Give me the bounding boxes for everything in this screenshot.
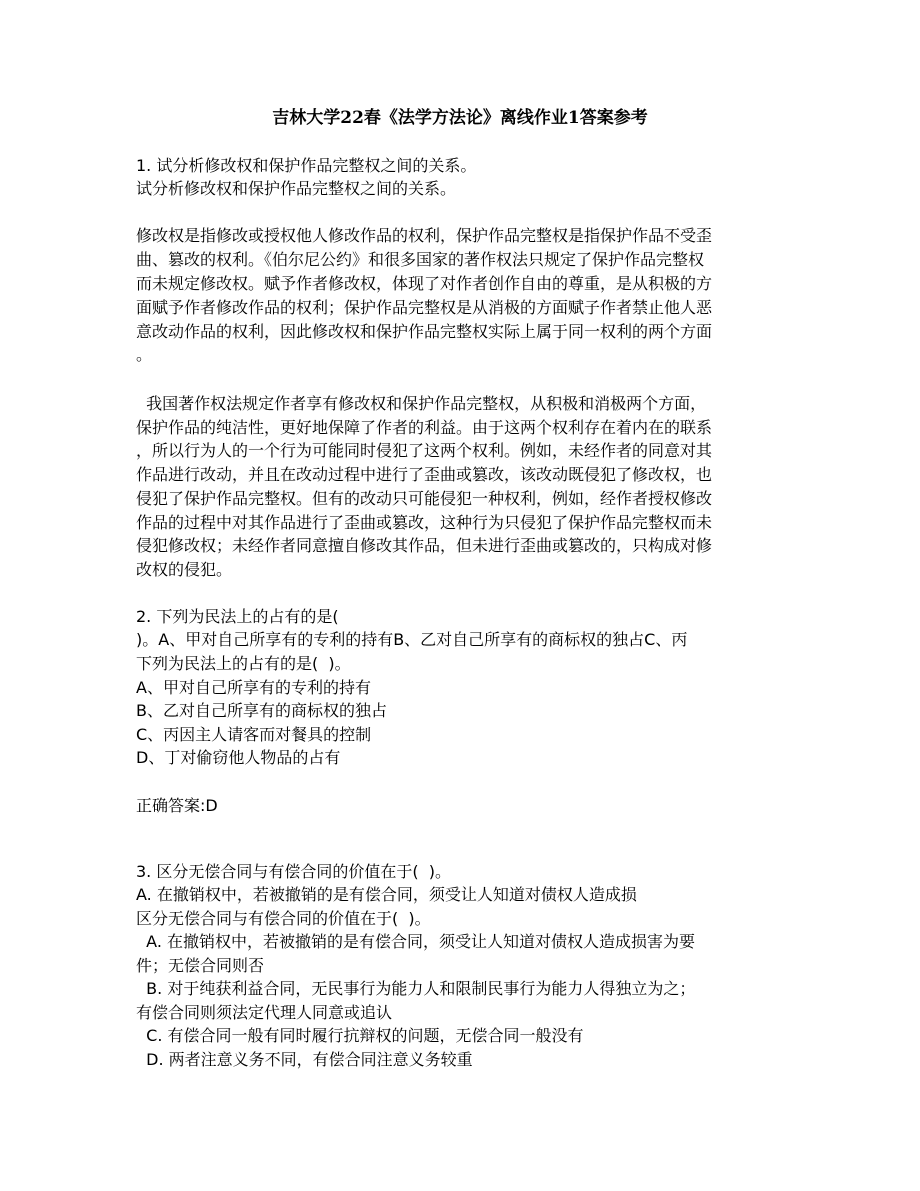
question-2-option: B、乙对自己所享有的商标权的独占	[136, 701, 387, 720]
q1-answer-line: 侵犯修改权；未经作者同意擅自修改其作品，但未进行歪曲或篡改的，只构成对修	[136, 536, 713, 555]
question-2-option: C、丙因主人请客而对餐具的控制	[136, 725, 372, 744]
q1-answer-line: 侵犯了保护作品完整权。但有的改动只可能侵犯一种权利，例如，经作者授权修改	[136, 489, 713, 508]
question-1-text: 试分析修改权和保护作品完整权之间的关系。	[136, 179, 457, 198]
q1-answer-line: 保护作品的纯洁性，更好地保障了作者的利益。由于这两个权利存在着内在的联系	[136, 418, 713, 437]
question-1-heading: 1. 试分析修改权和保护作品完整权之间的关系。	[136, 156, 477, 175]
question-2-continuation: )。A、甲对自己所享有的专利的持有B、乙对自己所享有的商标权的独占C、丙	[136, 630, 688, 649]
question-2-text: 下列为民法上的占有的是( )。	[136, 654, 351, 673]
question-3-option: D. 两者注意义务不同，有偿合同注意义务较重	[136, 1050, 473, 1069]
question-2-answer: 正确答案:D	[136, 796, 218, 815]
document-title: 吉林大学22春《法学方法论》离线作业1答案参考	[272, 108, 648, 128]
q1-answer-line: 修改权是指修改或授权他人修改作品的权利，保护作品完整权是指保护作品不受歪	[136, 226, 713, 245]
q1-answer-line: 我国著作权法规定作者享有修改权和保护作品完整权，从积极和消极两个方面，	[136, 394, 707, 413]
question-3-option: A. 在撤销权中，若被撤销的是有偿合同，须受让人知道对债权人造成损害为要	[136, 932, 696, 951]
question-3-option: B. 对于纯获利益合同，无民事行为能力人和限制民事行为能力人得独立为之；	[136, 979, 696, 998]
q1-answer-line: ，所以行为人的一个行为可能同时侵犯了这两个权利。例如，未经作者的同意对其	[136, 441, 713, 460]
question-2-option: A、甲对自己所享有的专利的持有	[136, 678, 371, 697]
q1-answer-line: 改权的侵犯。	[136, 560, 233, 579]
question-3-option: 有偿合同则须法定代理人同意或追认	[136, 1003, 393, 1022]
q1-answer-line: 面赋予作者修改作品的权利；保护作品完整权是从消极的方面赋子作者禁止他人恶	[136, 298, 713, 317]
question-3-heading: 3. 区分无偿合同与有偿合同的价值在于( )。	[136, 862, 452, 881]
question-3-text: 区分无偿合同与有偿合同的价值在于( )。	[136, 909, 431, 928]
question-2-heading: 2. 下列为民法上的占有的是(	[136, 607, 339, 626]
q1-answer-line: 而未规定修改权。赋予作者修改权，体现了对作者创作自由的尊重，是从积极的方	[136, 274, 713, 293]
q1-answer-line: 曲、篡改的权利。《伯尔尼公约》和很多国家的著作权法只规定了保护作品完整权	[136, 250, 705, 269]
q1-answer-line: 作品的过程中对其作品进行了歪曲或篡改，这种行为只侵犯了保护作品完整权而未	[136, 513, 713, 532]
question-3-option: C. 有偿合同一般有同时履行抗辩权的问题，无偿合同一般没有	[136, 1026, 584, 1045]
q1-answer-line: 意改动作品的权利，因此修改权和保护作品完整权实际上属于同一权利的两个方面	[136, 322, 713, 341]
question-3-option: 件；无偿合同则否	[136, 956, 265, 975]
q1-answer-line: 。	[136, 345, 153, 364]
question-2-option: D、丁对偷窃他人物品的占有	[136, 748, 341, 767]
q1-answer-line: 作品进行改动，并且在改动过程中进行了歪曲或篡改，该改动既侵犯了修改权，也	[136, 465, 713, 484]
question-3-preview: A. 在撤销权中，若被撤销的是有偿合同，须受让人知道对债权人造成损	[136, 885, 637, 904]
